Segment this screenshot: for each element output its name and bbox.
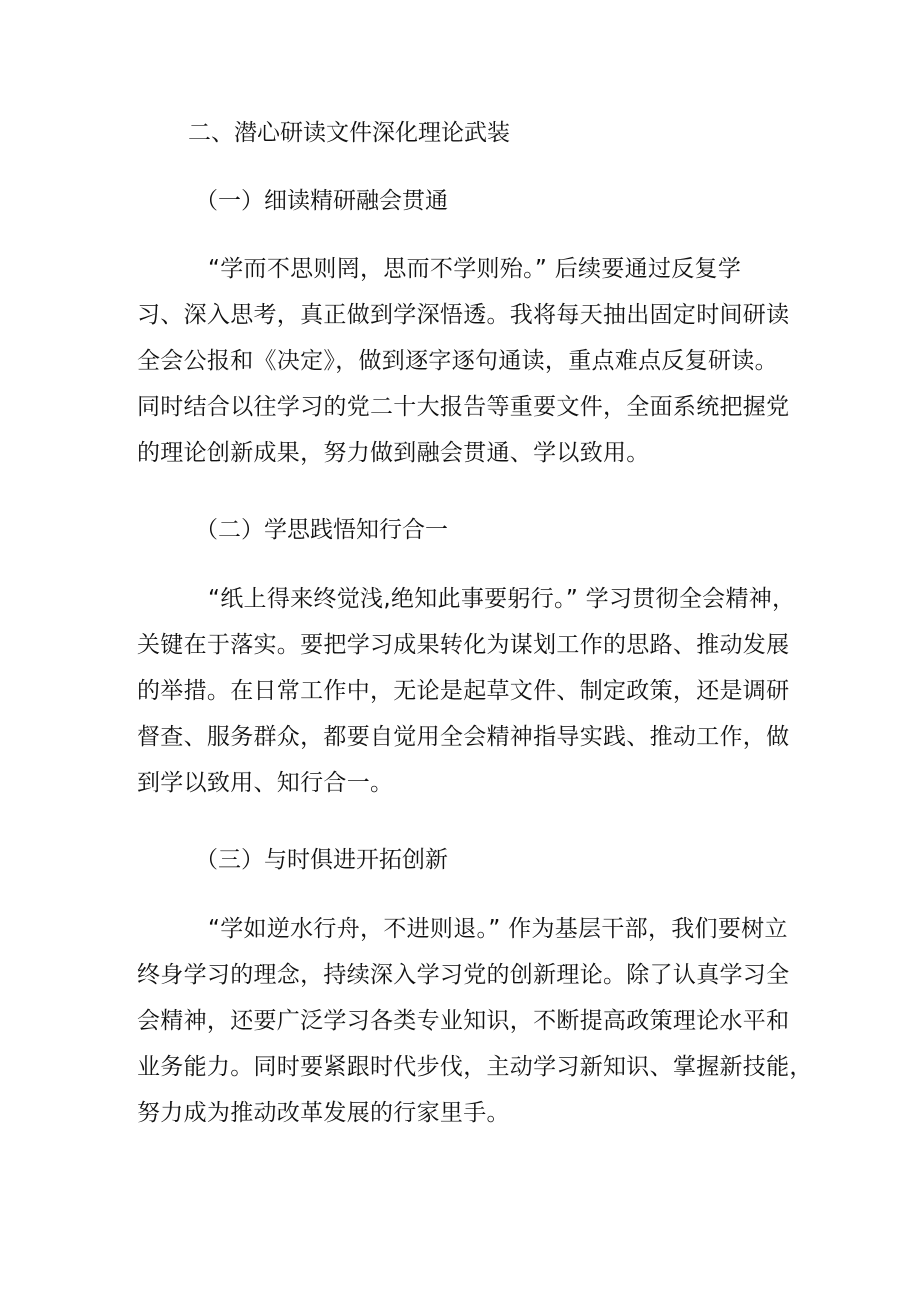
paragraph-line: 的理论创新成果，努力做到融会贯通、学以致用。 <box>137 440 650 466</box>
section-title: 二、潜心研读文件深化理论武装 <box>188 120 510 146</box>
paragraph-line: “纸上得来终觉浅,绝知此事要躬行。” 学习贯彻全会精神， <box>208 586 796 612</box>
subsection-heading-1: （一）细读精研融会贯通 <box>195 188 448 214</box>
paragraph-2 <box>137 576 807 806</box>
paragraph-line: 关键在于落实。要把学习成果转化为谋划工作的思路、推动发展 <box>137 632 790 658</box>
paragraph-3 <box>137 906 813 1136</box>
paragraph-line: 到学以致用、知行合一。 <box>137 770 394 796</box>
paragraph-1 <box>137 246 807 476</box>
paragraph-line: 同时结合以往学习的党二十大报告等重要文件，全面系统把握党 <box>137 394 790 420</box>
subsection-heading-2: （二）学思践悟知行合一 <box>195 517 448 543</box>
paragraph-line: “学而不思则罔，思而不学则殆。” 后续要通过反复学 <box>208 256 742 282</box>
paragraph-line: “学如逆水行舟，不进则退。” 作为基层干部，我们要树立 <box>208 916 788 942</box>
paragraph-line: 努力成为推动改革发展的行家里手。 <box>137 1100 510 1126</box>
subsection-heading-3: （三）与时俱进开拓创新 <box>195 847 448 873</box>
paragraph-line: 的举措。在日常工作中，无论是起草文件、制定政策，还是调研 <box>137 678 790 704</box>
paragraph-line: 业务能力。同时要紧跟时代步伐，主动学习新知识、掌握新技能， <box>137 1054 813 1080</box>
paragraph-line: 习、深入思考，真正做到学深悟透。我将每天抽出固定时间研读 <box>137 302 790 328</box>
paragraph-line: 全会公报和《决定》，做到逐字逐句通读，重点难点反复研读。 <box>137 348 778 374</box>
paragraph-line: 会精神，还要广泛学习各类专业知识，不断提高政策理论水平和 <box>137 1008 790 1034</box>
paragraph-line: 督查、服务群众，都要自觉用全会精神指导实践、推动工作，做 <box>137 724 790 750</box>
paragraph-line: 终身学习的理念，持续深入学习党的创新理论。除了认真学习全 <box>137 962 790 988</box>
